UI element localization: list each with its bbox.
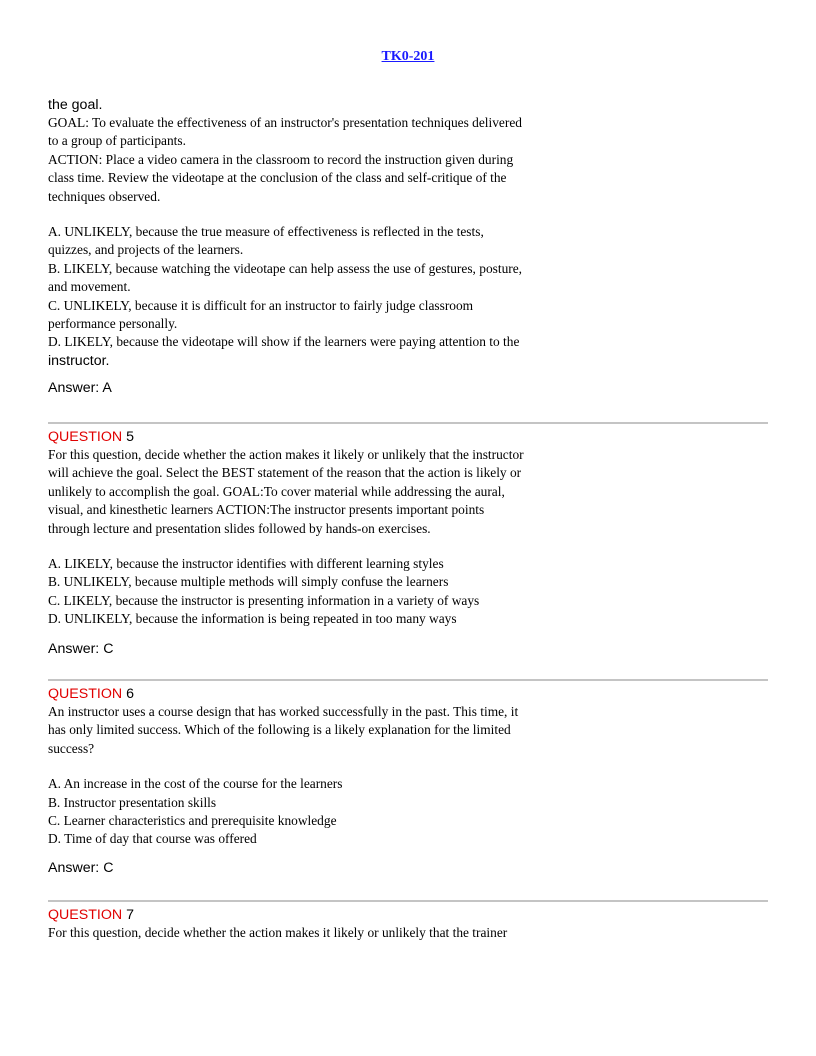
question-label: QUESTION	[48, 429, 123, 445]
question-7	[48, 906, 628, 942]
answer-line: Answer: C	[48, 640, 114, 657]
option-line: quizzes, and projects of the learners.	[48, 242, 244, 258]
text-line: to a group of participants.	[48, 133, 186, 149]
option-line: C. LIKELY, because the instructor is presenting information in a variety of ways	[48, 592, 480, 608]
question-number: 7	[126, 907, 134, 923]
question-number: 6	[126, 686, 134, 702]
text-line: techniques observed.	[48, 188, 161, 204]
text-line: through lecture and presentation slides followed by hands-on exercises.	[48, 520, 431, 536]
question-heading	[48, 428, 628, 446]
page-content	[48, 96, 628, 398]
text-line: success?	[48, 740, 95, 756]
question-number: 5	[126, 429, 134, 445]
question-5	[48, 428, 628, 659]
option-line: B. LIKELY, because watching the videotape can help assess the use of gestures, posture,	[48, 260, 523, 276]
divider-rule	[48, 422, 768, 424]
option-line: C. UNLIKELY, because it is difficult for an instructor to fairly judge classroom	[48, 297, 474, 313]
answer-line: Answer: A	[48, 379, 112, 396]
text-line: An instructor uses a course design that has worked successfully in the past. This time, it	[48, 704, 519, 719]
continuation-block	[48, 96, 628, 398]
option-line: A. LIKELY, because the instructor identifies with different learning styles	[48, 556, 444, 572]
text-line: GOAL: To evaluate the effectiveness of an instructor's presentation techniques delivered	[48, 115, 522, 130]
answer-line: Answer: C	[48, 859, 114, 876]
divider-rule	[48, 900, 768, 902]
continuation-first-line: the goal.	[48, 97, 103, 113]
option-line: C. Learner characteristics and prerequisite knowledge	[48, 813, 337, 829]
page-header	[0, 47, 816, 65]
header-title-link[interactable]: TK0-201	[381, 49, 435, 64]
text-line: For this question, decide whether the action makes it likely or unlikely that the instructor	[48, 447, 524, 462]
text-line: will achieve the goal. Select the BEST statement of the reason that the action is likely or	[48, 465, 522, 481]
question-label: QUESTION	[48, 686, 123, 702]
text-line: class time. Review the videotape at the conclusion of the class and self-critique of the	[48, 170, 507, 186]
text-line: For this question, decide whether the action makes it likely or unlikely that the trainer	[48, 925, 508, 940]
text-line: has only limited success. Which of the following is a likely explanation for the limited	[48, 722, 511, 738]
question-6	[48, 685, 628, 878]
option-line: D. UNLIKELY, because the information is being repeated in too many ways	[48, 611, 457, 627]
option-line: performance personally.	[48, 316, 178, 332]
question-label: QUESTION	[48, 907, 123, 923]
text-line: visual, and kinesthetic learners ACTION:The instructor presents important points	[48, 502, 485, 518]
text-line: ACTION: Place a video camera in the classroom to record the instruction given during	[48, 151, 514, 167]
question-heading	[48, 906, 628, 924]
option-line: B. Instructor presentation skills	[48, 794, 217, 810]
option-line: D. Time of day that course was offered	[48, 831, 257, 847]
option-line: A. An increase in the cost of the course for the learners	[48, 776, 343, 792]
divider-rule	[48, 679, 768, 681]
option-line: A. UNLIKELY, because the true measure of effectiveness is reflected in the tests,	[48, 224, 484, 240]
question-heading	[48, 685, 628, 703]
option-line: B. UNLIKELY, because multiple methods will simply confuse the learners	[48, 574, 449, 590]
option-line-tail: instructor.	[48, 352, 110, 369]
text-line: unlikely to accomplish the goal. GOAL:To cover material while addressing the aural,	[48, 483, 505, 499]
option-line: D. LIKELY, because the videotape will show if the learners were paying attention to the	[48, 334, 520, 350]
option-line: and movement.	[48, 279, 131, 295]
